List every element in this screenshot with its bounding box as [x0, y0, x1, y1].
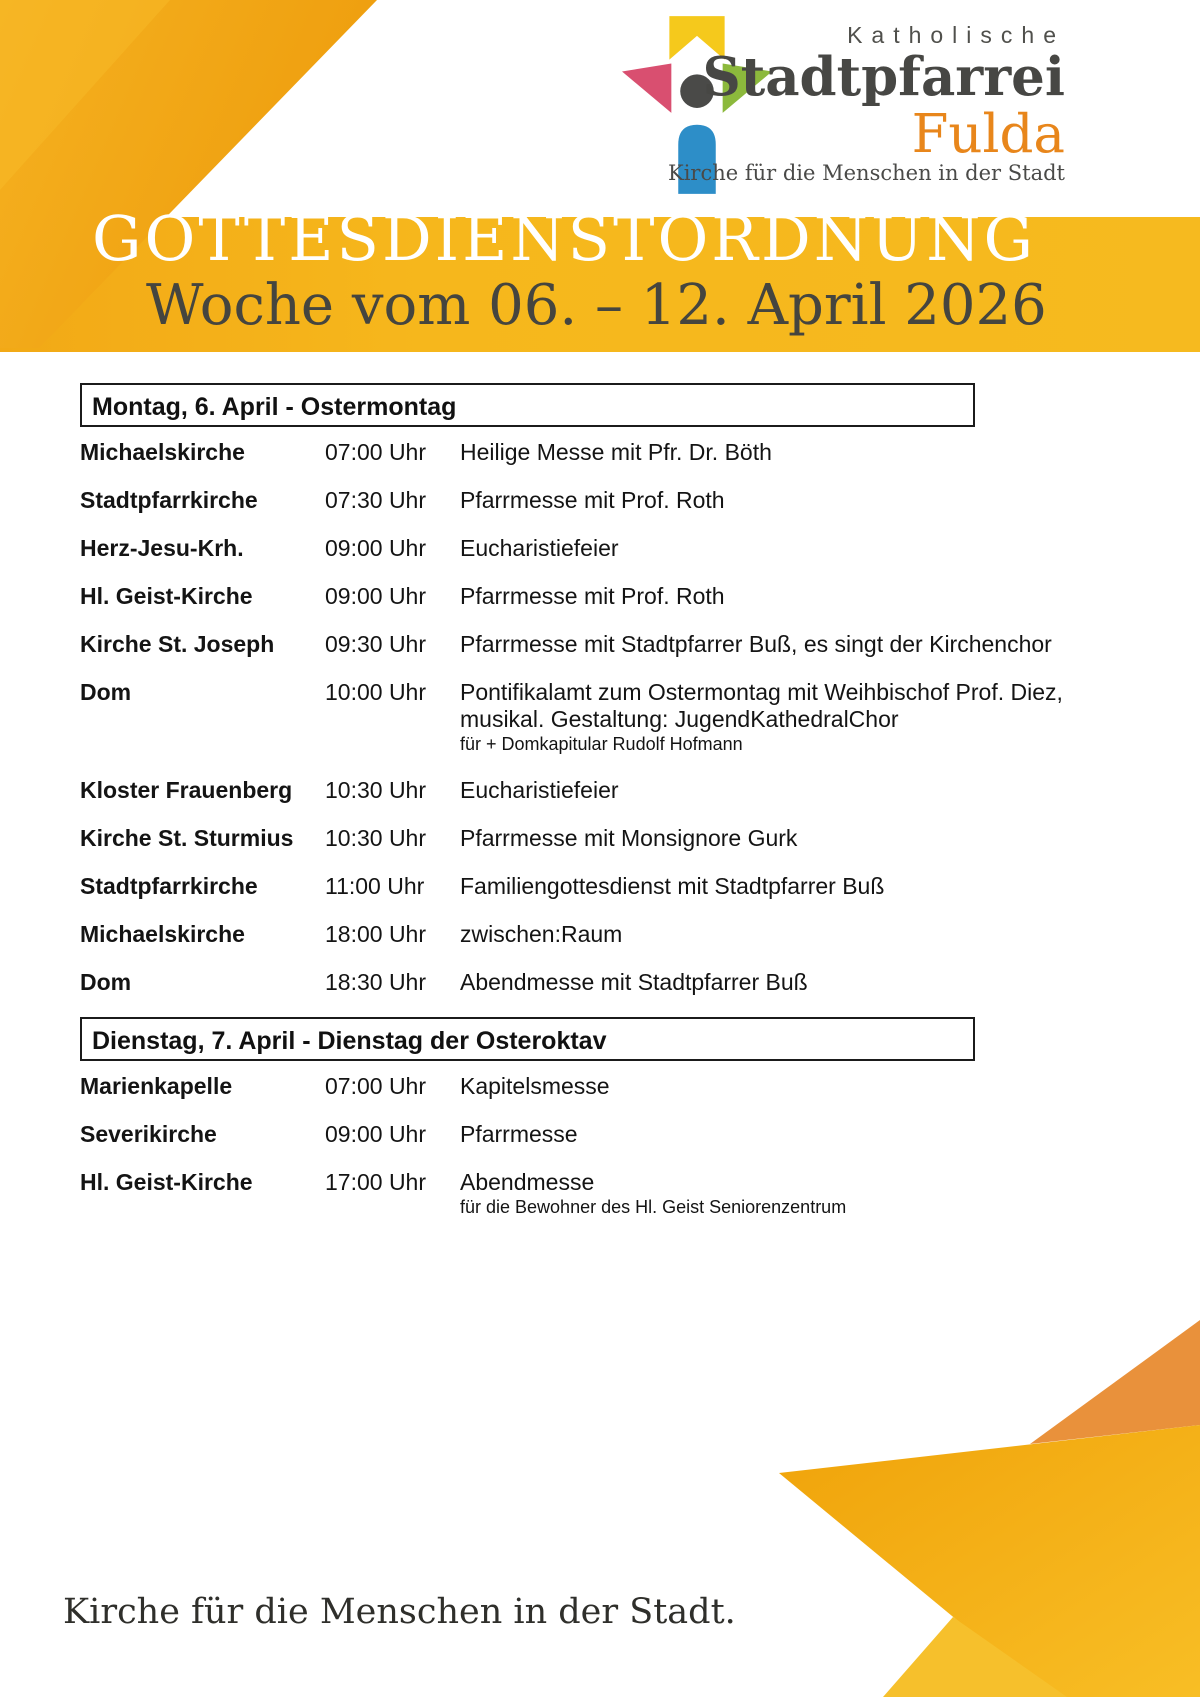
row-details — [460, 873, 1120, 900]
schedule-row — [80, 631, 1120, 658]
section-rows — [80, 1073, 1120, 1219]
row-time: 09:30 Uhr — [325, 631, 427, 657]
row-location: Marienkapelle — [80, 1073, 233, 1099]
schedule-row — [80, 1169, 1120, 1219]
schedule-row — [80, 583, 1120, 610]
row-note: für + Domkapitular Rudolf Hofmann — [460, 734, 743, 754]
logo-pink-triangle — [622, 64, 671, 113]
star-upper-point — [1030, 1320, 1200, 1444]
row-details — [460, 825, 1120, 852]
row-description: Eucharistiefeier — [460, 535, 619, 561]
row-description: Pfarrmesse — [460, 1121, 578, 1147]
row-location: Hl. Geist-Kirche — [80, 583, 253, 609]
row-description: Abendmesse — [460, 1169, 595, 1195]
row-description: Pfarrmesse mit Prof. Roth — [460, 487, 725, 513]
schedule-row — [80, 487, 1120, 514]
schedule-section — [80, 383, 1120, 996]
row-details — [460, 583, 1120, 610]
row-description: Pontifikalamt zum Ostermontag mit Weihbischof Prof. Diez, — [460, 679, 1063, 705]
row-time: 09:00 Uhr — [325, 535, 427, 561]
row-description: Pfarrmesse mit Prof. Roth — [460, 583, 725, 609]
star-decoration — [720, 1297, 1200, 1697]
row-details — [460, 1121, 1120, 1148]
schedule-row — [80, 777, 1120, 804]
row-time: 10:30 Uhr — [325, 825, 427, 851]
schedule-sections — [80, 383, 1120, 1240]
brand-tagline: Kirche für die Menschen in der Stadt — [668, 161, 1065, 185]
row-description: Heilige Messe mit Pfr. Dr. Böth — [460, 439, 772, 465]
schedule-row — [80, 969, 1120, 996]
row-location: Stadtpfarrkirche — [80, 873, 258, 899]
schedule-row — [80, 825, 1120, 852]
row-location: Severikirche — [80, 1121, 217, 1147]
row-description: Abendmesse mit Stadtpfarrer Buß — [460, 969, 808, 995]
row-location: Kirche St. Sturmius — [80, 825, 294, 851]
row-time: 18:30 Uhr — [325, 969, 427, 995]
schedule-row — [80, 873, 1120, 900]
row-location: Michaelskirche — [80, 439, 245, 465]
row-time: 09:00 Uhr — [325, 1121, 427, 1147]
row-description: Familiengottesdienst mit Stadtpfarrer Buß — [460, 873, 885, 899]
section-heading: Montag, 6. April - Ostermontag — [80, 383, 975, 427]
row-location: Dom — [80, 679, 132, 705]
row-time: 10:00 Uhr — [325, 679, 427, 705]
schedule-row — [80, 535, 1120, 562]
row-details — [460, 535, 1120, 562]
schedule-section — [80, 1017, 1120, 1219]
row-time: 18:00 Uhr — [325, 921, 427, 947]
banner-subtitle: Woche vom 06. – 12. April 2026 — [146, 273, 1047, 338]
row-description: Kapitelsmesse — [460, 1073, 610, 1099]
schedule-row — [80, 679, 1120, 756]
row-description: Eucharistiefeier — [460, 777, 619, 803]
row-details — [460, 969, 1120, 996]
brand-city: Fulda — [911, 104, 1065, 165]
row-details — [460, 921, 1120, 948]
schedule-row — [80, 1121, 1120, 1148]
row-time: 07:00 Uhr — [325, 1073, 427, 1099]
row-details — [460, 679, 1120, 756]
row-time: 10:30 Uhr — [325, 777, 427, 803]
schedule-row — [80, 1073, 1120, 1100]
row-time: 07:30 Uhr — [325, 487, 427, 513]
row-description: Pfarrmesse mit Stadtpfarrer Buß, es singt der Kirchenchor — [460, 631, 1052, 657]
row-location: Hl. Geist-Kirche — [80, 1169, 253, 1195]
row-details — [460, 439, 1120, 466]
row-details — [460, 487, 1120, 514]
brand-name: Stadtpfarrei — [702, 46, 1065, 108]
footer-tagline: Kirche für die Menschen in der Stadt. — [63, 1592, 736, 1632]
row-location: Kloster Frauenberg — [80, 777, 293, 803]
banner-title: GOTTESDIENSTORDNUNG — [92, 202, 1036, 275]
row-location: Kirche St. Joseph — [80, 631, 275, 657]
row-description: zwischen:Raum — [460, 921, 623, 947]
row-location: Michaelskirche — [80, 921, 245, 947]
row-location: Herz-Jesu-Krh. — [80, 535, 244, 561]
schedule-row — [80, 921, 1120, 948]
row-details — [460, 1073, 1120, 1100]
row-location: Dom — [80, 969, 132, 995]
row-location: Stadtpfarrkirche — [80, 487, 258, 513]
row-time: 07:00 Uhr — [325, 439, 427, 465]
section-heading: Dienstag, 7. April - Dienstag der Osteroktav — [80, 1017, 975, 1061]
row-note: für die Bewohner des Hl. Geist Seniorenzentrum — [460, 1197, 847, 1217]
section-rows — [80, 439, 1120, 996]
brand-kicker: Katholische — [847, 22, 1065, 48]
row-details — [460, 631, 1120, 658]
row-time: 09:00 Uhr — [325, 583, 427, 609]
schedule-row — [80, 439, 1120, 466]
row-description: Pfarrmesse mit Monsignore Gurk — [460, 825, 798, 851]
row-description: musikal. Gestaltung: JugendKathedralChor — [460, 706, 899, 732]
row-time: 11:00 Uhr — [325, 873, 425, 899]
row-time: 17:00 Uhr — [325, 1169, 427, 1195]
row-details — [460, 777, 1120, 804]
row-details — [460, 1169, 1120, 1219]
